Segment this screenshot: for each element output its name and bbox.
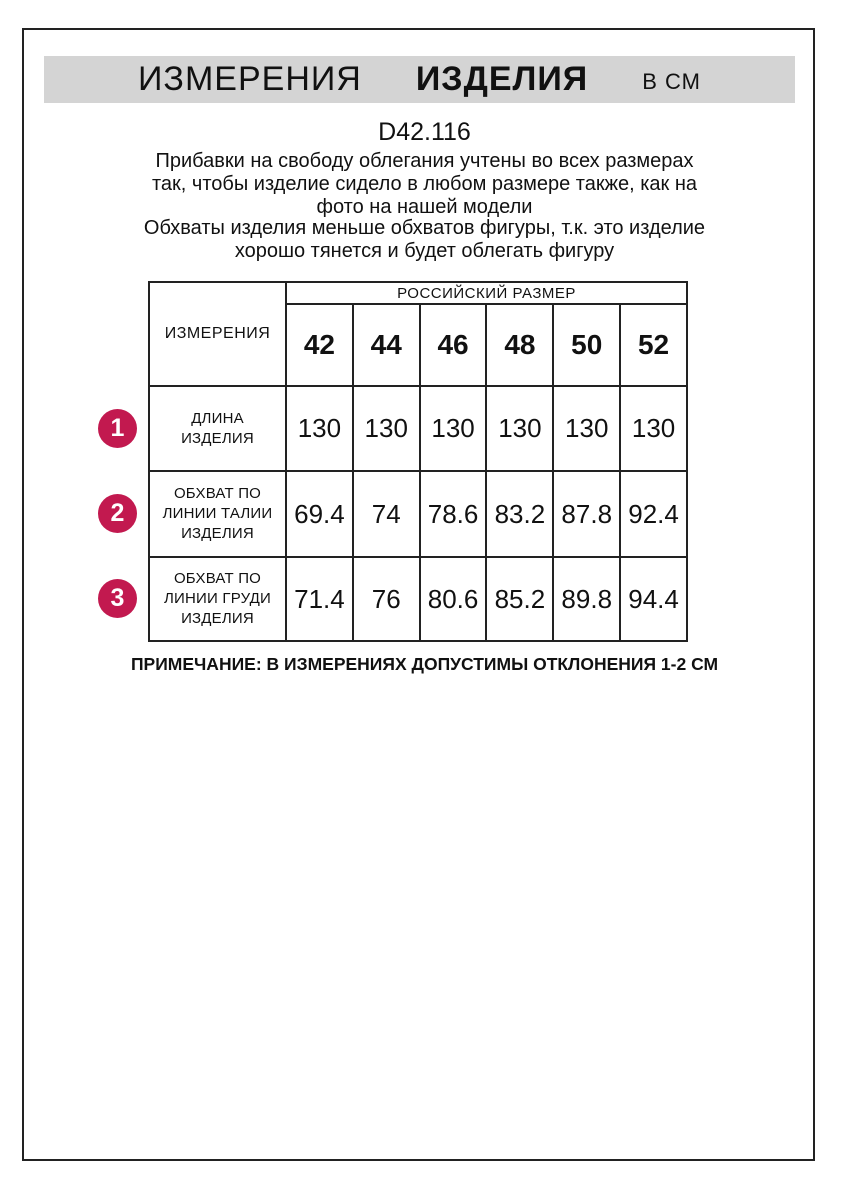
table-cell: 130 [620, 386, 687, 471]
table-cell: 89.8 [553, 557, 620, 641]
intro-paragraph-fit-line-1: Прибавки на свободу облегания учтены во всех размерах [155, 150, 694, 172]
table-row [149, 282, 687, 304]
corner-header-cell: ИЗМЕРЕНИЯ [149, 282, 286, 386]
header-banner [44, 56, 795, 103]
row-number-badge-2: 2 [98, 494, 137, 533]
article-code: D42.116 [378, 118, 471, 146]
group-header-cell: РОССИЙСКИЙ РАЗМЕР [286, 282, 687, 304]
table-cell: 130 [353, 386, 420, 471]
size-header-50: 50 [553, 304, 620, 386]
intro-paragraph-fit-line-2: так, чтобы изделие сидело в любом размере также, как на [151, 173, 698, 195]
measurement-label-waist: ОБХВАТ ПО ЛИНИИ ТАЛИИ ИЗДЕЛИЯ [149, 471, 286, 557]
tolerance-note: ПРИМЕЧАНИЕ: В ИЗМЕРЕНИЯХ ДОПУСТИМЫ ОТКЛОНЕНИЯ 1-2 СМ [130, 654, 719, 674]
row-number-badge-1: 1 [98, 409, 137, 448]
size-header-44: 44 [353, 304, 420, 386]
size-table-container [110, 281, 688, 642]
intro-paragraph-fit [0, 150, 849, 219]
table-row [149, 557, 687, 641]
table-cell: 83.2 [486, 471, 553, 557]
size-header-48: 48 [486, 304, 553, 386]
size-table [148, 281, 688, 642]
table-cell: 130 [486, 386, 553, 471]
header-unit-label: В СМ [642, 68, 701, 94]
table-cell: 76 [353, 557, 420, 641]
header-title-measurements: ИЗМЕРЕНИЯ [137, 60, 362, 98]
table-cell: 130 [286, 386, 353, 471]
table-cell: 69.4 [286, 471, 353, 557]
table-cell: 130 [553, 386, 620, 471]
table-cell: 74 [353, 471, 420, 557]
row-number-badge-3: 3 [98, 579, 137, 618]
table-cell: 94.4 [620, 557, 687, 641]
measurement-label-length: ДЛИНА ИЗДЕЛИЯ [149, 386, 286, 471]
table-cell: 92.4 [620, 471, 687, 557]
intro-paragraph-fit-line-3: фото на нашей модели [316, 196, 533, 218]
intro-paragraph-stretch-line-1: Обхваты изделия меньше обхватов фигуры, т.к. это изделие [143, 217, 706, 239]
size-header-46: 46 [420, 304, 487, 386]
table-cell: 71.4 [286, 557, 353, 641]
intro-paragraph-stretch [0, 217, 849, 263]
intro-paragraph-stretch-line-2: хорошо тянется и будет облегать фигуру [234, 240, 615, 262]
measurement-label-chest: ОБХВАТ ПО ЛИНИИ ГРУДИ ИЗДЕЛИЯ [149, 557, 286, 641]
table-row [149, 471, 687, 557]
table-cell: 87.8 [553, 471, 620, 557]
table-cell: 130 [420, 386, 487, 471]
table-cell: 80.6 [420, 557, 487, 641]
table-row [149, 386, 687, 471]
header-title-product: ИЗДЕЛИЯ [415, 60, 589, 98]
table-cell: 85.2 [486, 557, 553, 641]
size-header-42: 42 [286, 304, 353, 386]
size-header-52: 52 [620, 304, 687, 386]
table-cell: 78.6 [420, 471, 487, 557]
